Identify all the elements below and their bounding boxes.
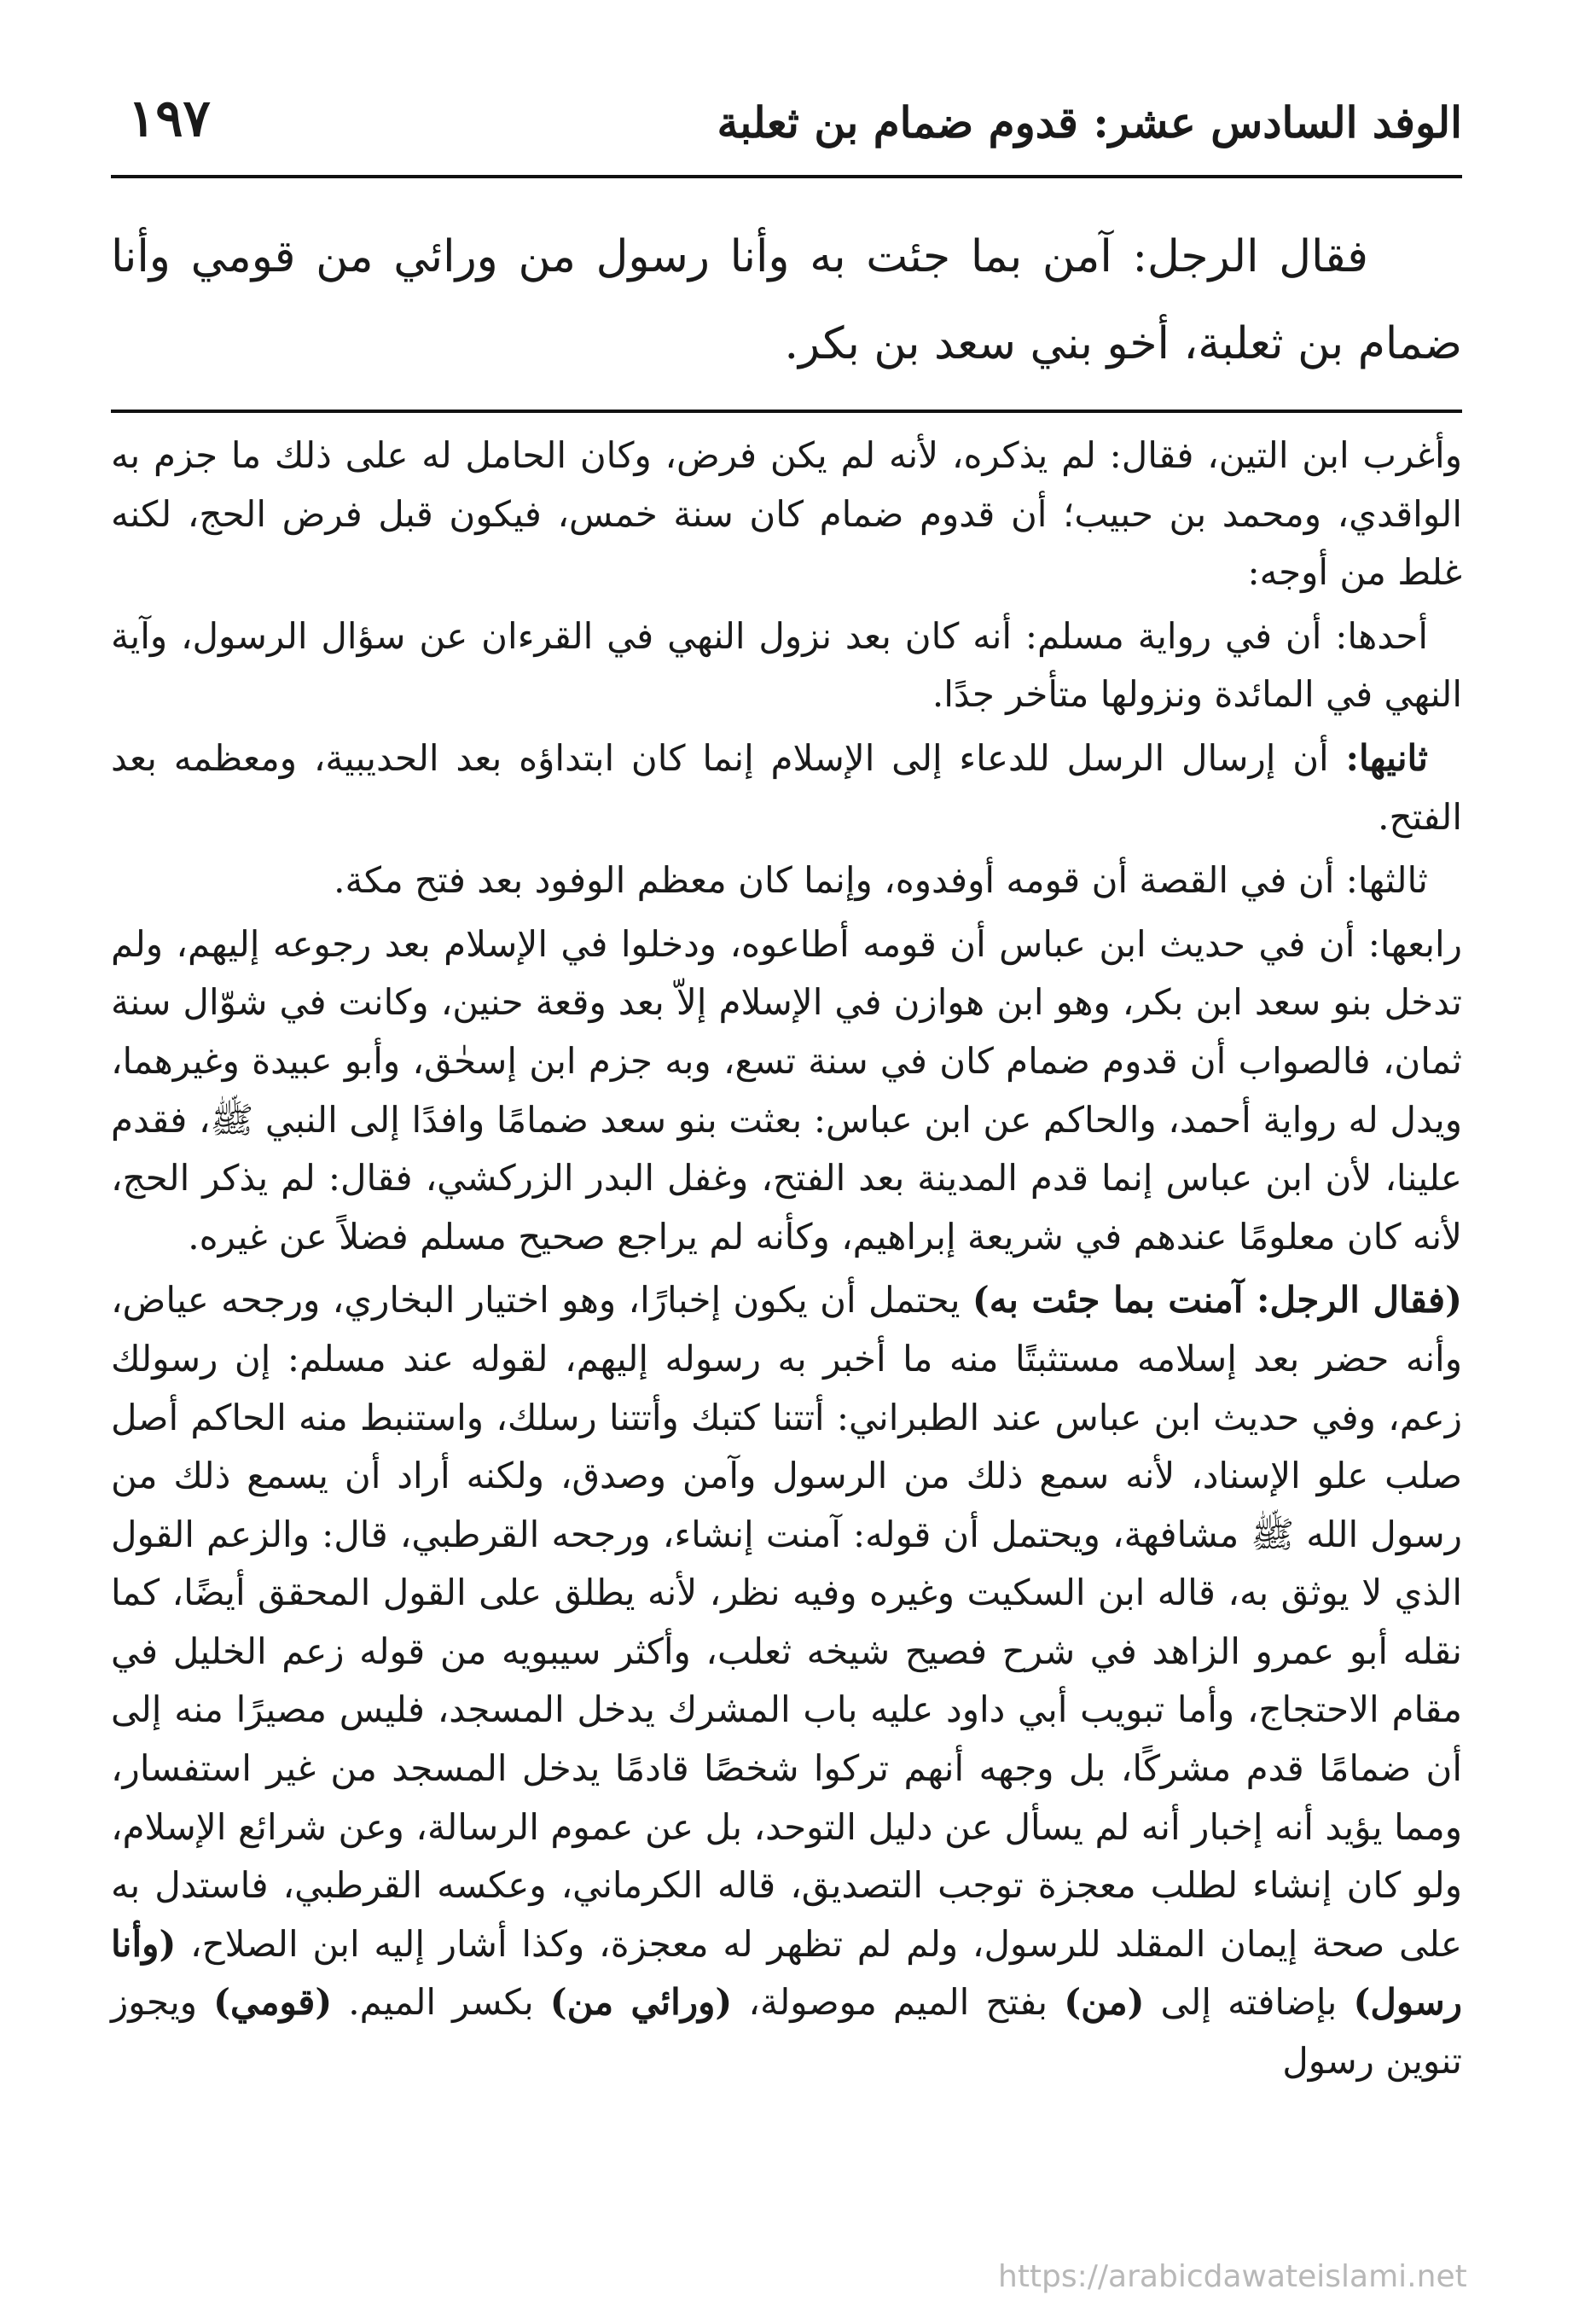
header-rule bbox=[111, 175, 1462, 178]
page-number: ١٩٧ bbox=[128, 89, 211, 148]
quoted-phrase: (ورائي من) bbox=[549, 1981, 733, 2024]
commentary-text: أن إرسال الرسل للدعاء إلى الإسلام إنما كان ابتداؤه بعد الحديبية، ومعظمه بعد الفتح. bbox=[111, 736, 1462, 838]
commentary-paragraph: وأغرب ابن التين، فقال: لم يذكره، لأنه لم يكن فرض، وكان الحامل له على ذلك ما جزم به الواقدي، ومحمد بن حبيب؛ أن قدوم ضمام كان سنة خمس، فيكون قبل فرض الحج، لكنه غلط من أوجه: bbox=[111, 434, 1462, 594]
hadith-text: فقال الرجل: آمن بما جئت به وأنا رسول من ورائي من قومي وأنا ضمام بن ثعلبة، أخو بني سعد بن بكر. bbox=[111, 231, 1462, 369]
commentary-text: بإضافته إلى bbox=[1144, 1981, 1354, 2024]
quoted-phrase: (فقال الرجل: آمنت بما جئت به) bbox=[972, 1279, 1463, 1322]
commentary-text: ويجوز تنوين رسول bbox=[111, 1981, 1462, 2083]
section-divider bbox=[111, 410, 1462, 413]
commentary-text: بكسر الميم. bbox=[332, 1981, 550, 2024]
page-header bbox=[111, 85, 1462, 162]
commentary-paragraph bbox=[111, 1271, 1462, 2090]
commentary-paragraph: أحدها: أن في رواية مسلم: أنه كان بعد نزول النهي في القرءان عن سؤال الرسول، وآية النهي في المائدة ونزولها متأخر جدًا. bbox=[111, 614, 1462, 716]
commentary-paragraph: رابعها: أن في حديث ابن عباس أن قومه أطاعوه، ودخلوا في الإسلام بعد رجوعه إليهم، ولم تدخل بنو سعد ابن بكر، وهو ابن هوازن في الإسلام إلاّ بعد وقعة حنين، وكانت في شوّال سنة ثمان، فالصواب أن قدوم ضمام كان في سنة تسع، وبه جزم ابن إسحٰق، وأبو عبيدة وغيرهما، ويدل له رواية أحمد، والحاكم عن ابن عباس: بعثت بنو سعد ضمامًا وافدًا إلى النبي ﷺ، فقدم علينا، لأن ابن عباس إنما قدم المدينة بعد الفتح، وغفل البدر الزركشي، فقال: لم يذكر الحج، لأنه كان معلومًا عندهم في شريعة إبراهيم، وكأنه لم يراجع صحيح مسلم فضلاً عن غيره. bbox=[111, 922, 1462, 1258]
quoted-phrase: (قومي) bbox=[213, 1981, 333, 2024]
commentary-text: يحتمل أن يكون إخبارًا، وهو اختيار البخاري، ورجحه عياض، وأنه حضر بعد إسلامه مستثبتًا منه ما أخبر به رسوله إليهم، لقوله عند مسلم: إن رسولك زعم، وفي حديث ابن عباس عند الطبراني: أتتنا كتبك وأتتنا رسلك، واستنبط منه الحاكم أصل صلب علو الإسناد، لأنه سمع ذلك من الرسول وآمن وصدق، ولكنه أراد أن يسمع ذلك من رسول الله ﷺ مشافهة، ويحتمل أن قوله: آمنت إنشاء، ورجحه القرطبي، قال: والزعم القول الذي لا يوثق به، قاله ابن السكيت وغيره وفيه نظر، لأنه يطلق على القول المحقق أيضًا، كما نقله أبو عمرو الزاهد في شرح فصيح شيخه ثعلب، وأكثر سيبويه من قوله زعم الخليل في مقام الاحتجاج، وأما تبويب أبي داود عليه باب المشرك يدخل المسجد، فليس مصيرًا منه إلى أن ضمامًا قدم مشركًا، بل وجهه أنهم تركوا شخصًا قادمًا يدخل المسجد من غير استفسار، ومما يؤيد أنه إخبار أنه لم يسأل عن دليل التوحد، بل عن عموم الرسالة، وعن شرائع الإسلام، ولو كان إنشاء لطلب معجزة توجب التصديق، قاله الكرماني، وعكسه القرطبي، فاستدل به على صحة إيمان المقلد للرسول، ولم لم تظهر له معجزة، وكذا أشار إليه ابن الصلاح، bbox=[111, 1279, 1462, 1965]
point-heading: ثانيها: bbox=[1345, 736, 1428, 779]
hadith-text-section bbox=[111, 213, 1462, 387]
commentary-section bbox=[111, 427, 1462, 2096]
commentary-paragraph bbox=[111, 729, 1462, 846]
quoted-phrase: (وأنا رسول) bbox=[111, 1922, 1463, 2024]
commentary-text: بفتح الميم موصولة، bbox=[732, 1981, 1065, 2024]
running-title: الوفد السادس عشر: قدوم ضمام بن ثعلبة bbox=[717, 97, 1462, 148]
watermark-url: https://arabicdawateislami.net bbox=[998, 2259, 1467, 2294]
commentary-paragraph: ثالثها: أن في القصة أن قومه أوفدوه، وإنما كان معظم الوفود بعد فتح مكة. bbox=[334, 859, 1428, 902]
quoted-phrase: (من) bbox=[1064, 1981, 1145, 2024]
